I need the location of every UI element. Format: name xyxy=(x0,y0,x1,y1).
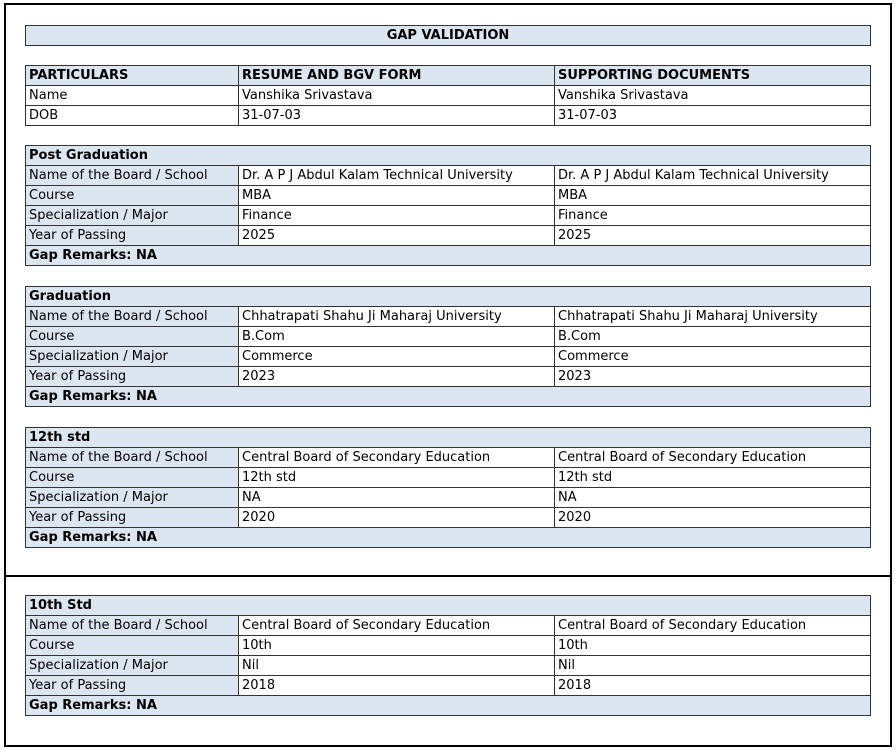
row-year xyxy=(26,676,871,696)
resume-value: Nil xyxy=(239,656,555,676)
documents-value: Finance xyxy=(555,206,871,226)
row-label: Year of Passing xyxy=(26,226,239,246)
row-specialization xyxy=(26,656,871,676)
particulars-table xyxy=(25,65,871,126)
resume-value: 31-07-03 xyxy=(239,106,555,126)
row-label: Specialization / Major xyxy=(26,206,239,226)
row-year xyxy=(26,508,871,528)
documents-value: NA xyxy=(555,488,871,508)
row-board xyxy=(26,448,871,468)
row-specialization xyxy=(26,347,871,367)
row-specialization xyxy=(26,488,871,508)
documents-value: B.Com xyxy=(555,327,871,347)
section-heading: 10th Std xyxy=(26,596,871,616)
section-10th-std xyxy=(25,595,871,716)
resume-value: MBA xyxy=(239,186,555,206)
row-label: Name of the Board / School xyxy=(26,616,239,636)
gap-remarks: Gap Remarks: NA xyxy=(26,528,871,548)
resume-value: Vanshika Srivastava xyxy=(239,86,555,106)
row-label: Year of Passing xyxy=(26,367,239,387)
documents-value: Central Board of Secondary Education xyxy=(555,616,871,636)
resume-value: Central Board of Secondary Education xyxy=(239,448,555,468)
section-heading: Post Graduation xyxy=(26,146,871,166)
documents-value: Chhatrapati Shahu Ji Maharaj University xyxy=(555,307,871,327)
documents-value: 12th std xyxy=(555,468,871,488)
resume-value: 2020 xyxy=(239,508,555,528)
row-year xyxy=(26,367,871,387)
header-resume: RESUME AND BGV FORM xyxy=(239,66,555,86)
section-post-graduation xyxy=(25,145,871,266)
documents-value: 2025 xyxy=(555,226,871,246)
header-particulars: PARTICULARS xyxy=(26,66,239,86)
row-year xyxy=(26,226,871,246)
title-table xyxy=(25,25,871,46)
row-label: Name xyxy=(26,86,239,106)
row-label: Specialization / Major xyxy=(26,488,239,508)
resume-value: NA xyxy=(239,488,555,508)
row-label: Year of Passing xyxy=(26,508,239,528)
row-course xyxy=(26,468,871,488)
section-12th-std xyxy=(25,427,871,548)
row-label: Course xyxy=(26,636,239,656)
resume-value: Chhatrapati Shahu Ji Maharaj University xyxy=(239,307,555,327)
row-course xyxy=(26,186,871,206)
documents-value: Commerce xyxy=(555,347,871,367)
documents-value: MBA xyxy=(555,186,871,206)
resume-value: 10th xyxy=(239,636,555,656)
gap-remarks: Gap Remarks: NA xyxy=(26,387,871,407)
row-course xyxy=(26,636,871,656)
row-label: Specialization / Major xyxy=(26,347,239,367)
resume-value: 2023 xyxy=(239,367,555,387)
row-label: Year of Passing xyxy=(26,676,239,696)
documents-value: 2023 xyxy=(555,367,871,387)
row-board xyxy=(26,616,871,636)
row-dob xyxy=(26,106,871,126)
section-heading: 12th std xyxy=(26,428,871,448)
resume-value: Central Board of Secondary Education xyxy=(239,616,555,636)
row-label: Name of the Board / School xyxy=(26,166,239,186)
row-course xyxy=(26,327,871,347)
row-label: Name of the Board / School xyxy=(26,448,239,468)
page-title: GAP VALIDATION xyxy=(26,26,871,46)
row-board xyxy=(26,166,871,186)
row-label: Specialization / Major xyxy=(26,656,239,676)
resume-value: 2018 xyxy=(239,676,555,696)
gap-remarks: Gap Remarks: NA xyxy=(26,696,871,716)
section-graduation xyxy=(25,286,871,407)
row-label: Course xyxy=(26,327,239,347)
documents-value: Vanshika Srivastava xyxy=(555,86,871,106)
resume-value: 2025 xyxy=(239,226,555,246)
header-documents: SUPPORTING DOCUMENTS xyxy=(555,66,871,86)
section-heading: Graduation xyxy=(26,287,871,307)
documents-value: 2018 xyxy=(555,676,871,696)
row-label: Course xyxy=(26,468,239,488)
documents-value: 10th xyxy=(555,636,871,656)
row-name xyxy=(26,86,871,106)
documents-value: 2020 xyxy=(555,508,871,528)
row-label: Course xyxy=(26,186,239,206)
row-specialization xyxy=(26,206,871,226)
resume-value: Finance xyxy=(239,206,555,226)
resume-value: Dr. A P J Abdul Kalam Technical University xyxy=(239,166,555,186)
resume-value: Commerce xyxy=(239,347,555,367)
documents-value: Dr. A P J Abdul Kalam Technical University xyxy=(555,166,871,186)
resume-value: 12th std xyxy=(239,468,555,488)
documents-value: 31-07-03 xyxy=(555,106,871,126)
resume-value: B.Com xyxy=(239,327,555,347)
gap-remarks: Gap Remarks: NA xyxy=(26,246,871,266)
row-label: DOB xyxy=(26,106,239,126)
row-label: Name of the Board / School xyxy=(26,307,239,327)
row-board xyxy=(26,307,871,327)
documents-value: Nil xyxy=(555,656,871,676)
documents-value: Central Board of Secondary Education xyxy=(555,448,871,468)
header-row xyxy=(26,66,871,86)
